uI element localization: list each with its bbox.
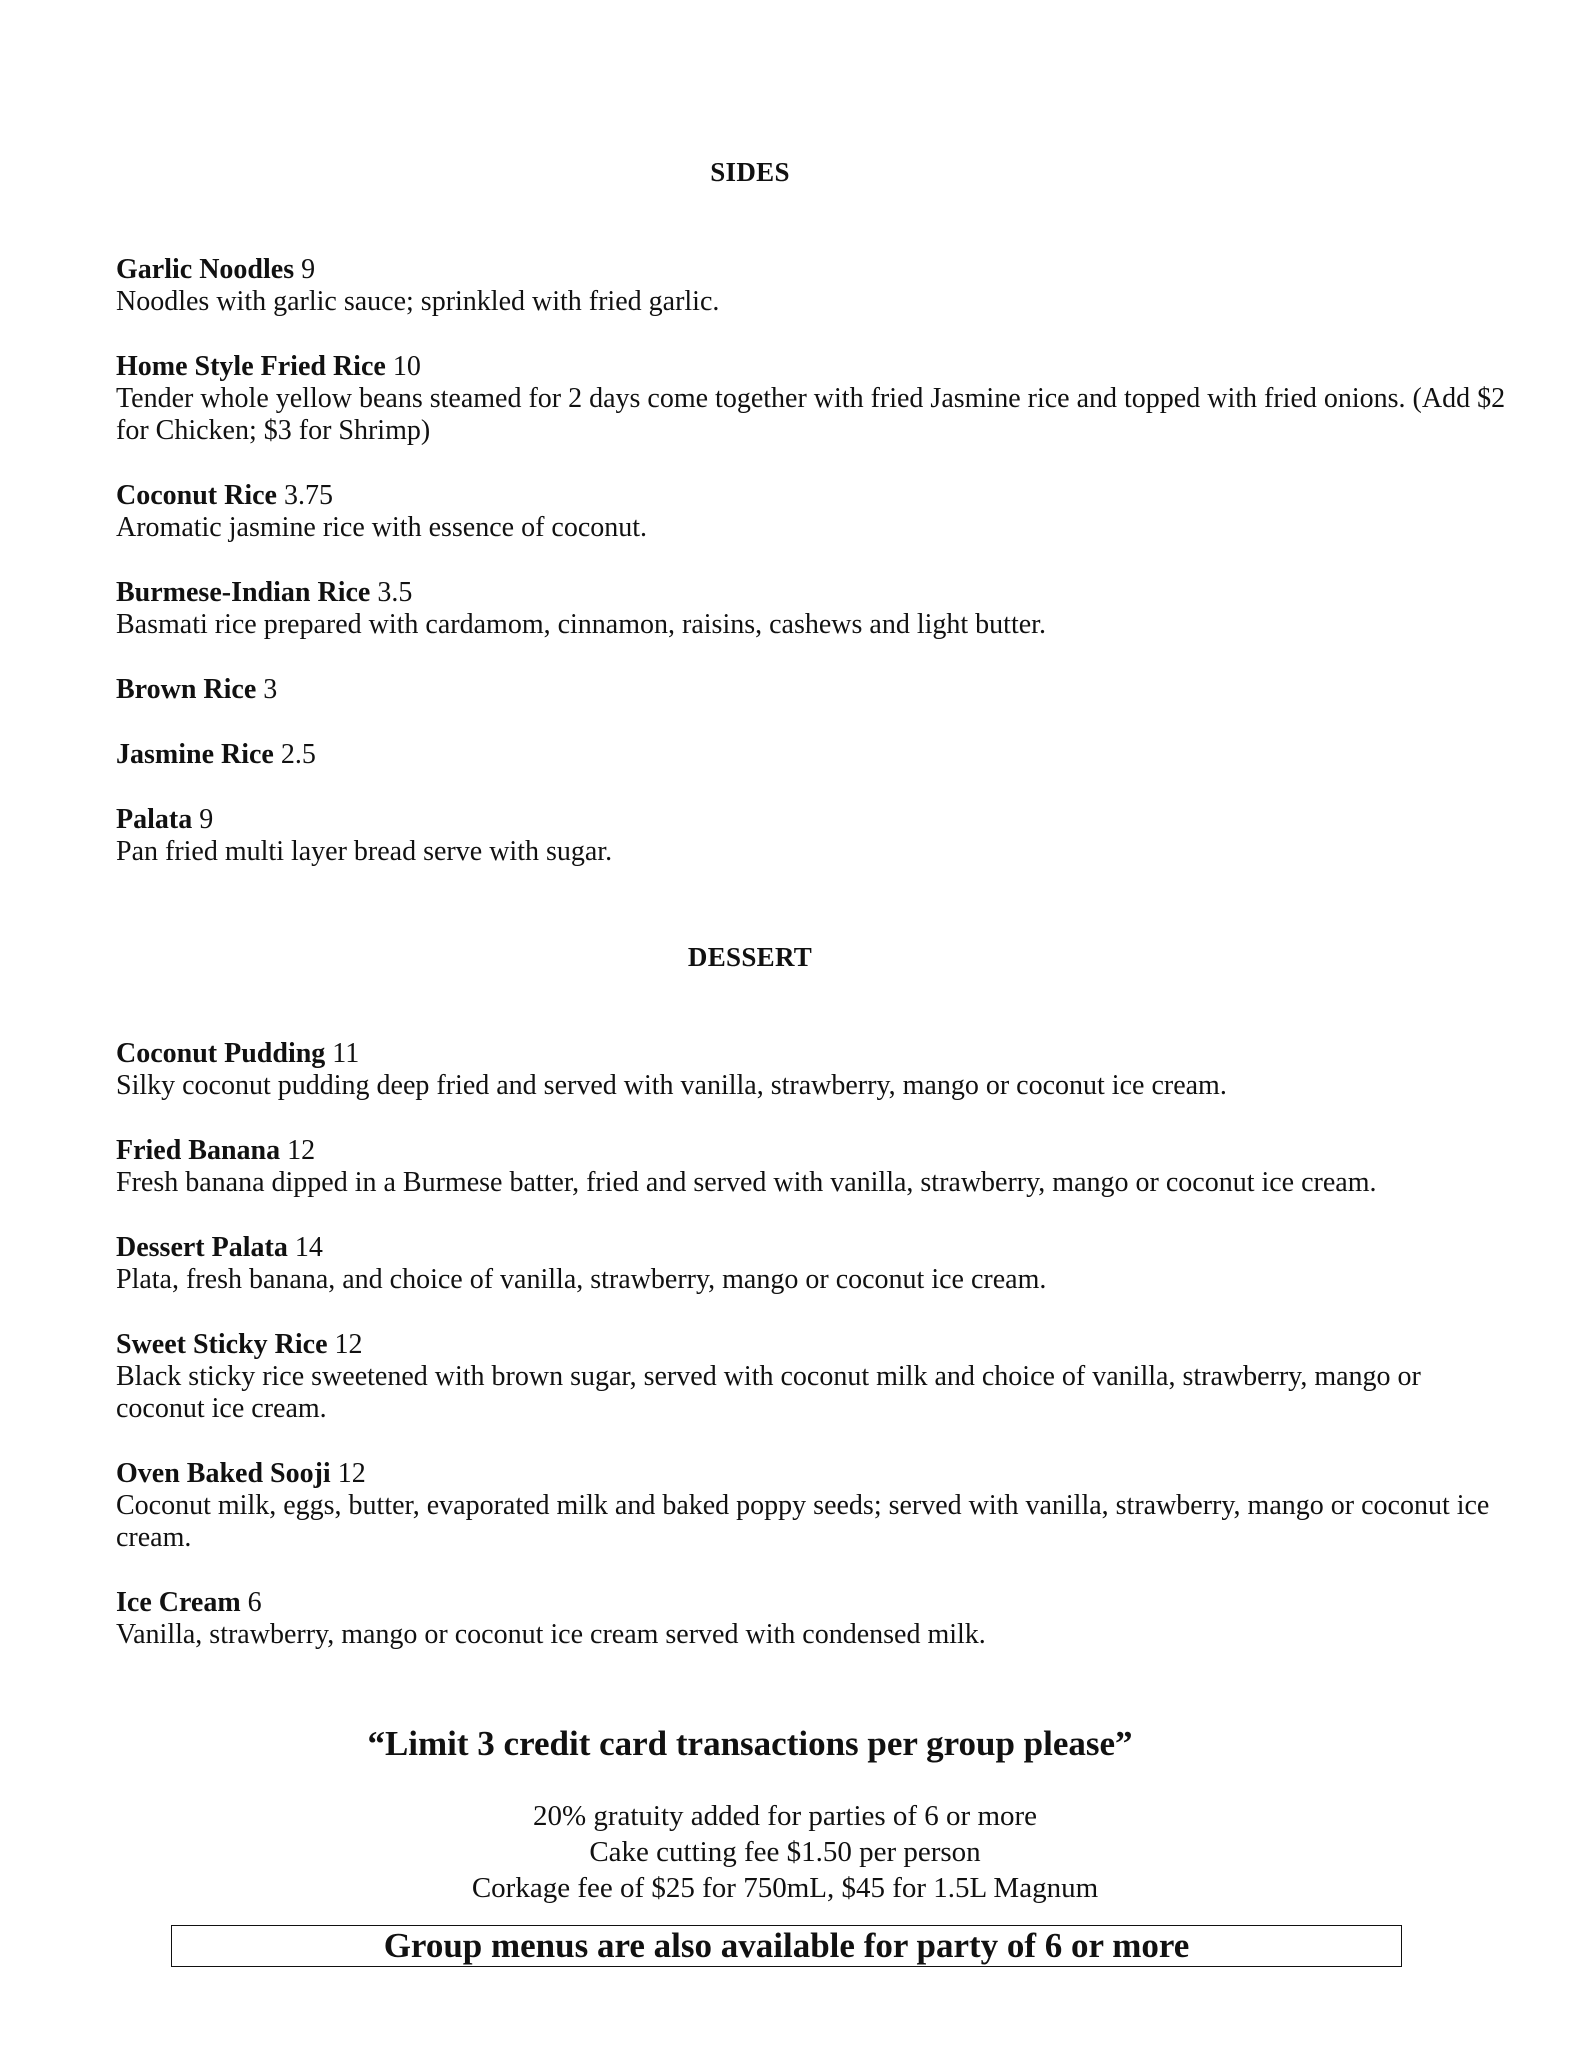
item-name: Sweet Sticky Rice [116,1329,328,1360]
item-description: Coconut milk, eggs, butter, evaporated milk and baked poppy seeds; served with vanilla, strawberry, mango or coconut ice cream. [116,1490,1490,1553]
menu-item [116,739,1516,771]
item-price: 9 [199,804,214,835]
menu-item [116,1038,1516,1102]
policies [0,1798,1570,1906]
dessert-heading: DESSERT [687,942,813,972]
menu-item [116,254,1516,318]
item-price: 12 [287,1135,316,1166]
menu-item [116,1135,1516,1199]
item-description: Plata, fresh banana, and choice of vanilla, strawberry, mango or coconut ice cream. [116,1264,1047,1295]
item-description: Pan fried multi layer bread serve with sugar. [116,836,613,867]
menu-item [116,577,1516,641]
item-description: Vanilla, strawberry, mango or coconut ice cream served with condensed milk. [116,1619,986,1650]
menu-item [116,1329,1516,1425]
menu-item [116,1458,1516,1554]
item-name: Jasmine Rice [116,739,274,770]
menu-item [116,674,1516,706]
menu-item [116,804,1516,868]
item-price: 3.75 [283,480,333,511]
item-name: Garlic Noodles [116,254,295,285]
item-price: 10 [392,351,421,382]
item-price: 14 [294,1232,323,1263]
sides-list [116,254,1516,901]
item-description: Basmati rice prepared with cardamom, cinnamon, raisins, cashews and light butter. [116,609,1046,640]
item-name: Oven Baked Sooji [116,1458,331,1489]
cake-cutting-policy: Cake cutting fee $1.50 per person [589,1836,981,1868]
item-price: 2.5 [280,739,316,770]
menu-item [116,351,1516,447]
item-price: 12 [334,1329,363,1360]
item-name: Dessert Palata [116,1232,288,1263]
item-name: Coconut Pudding [116,1038,326,1069]
item-name: Coconut Rice [116,480,277,511]
item-name: Fried Banana [116,1135,281,1166]
corkage-policy: Corkage fee of $25 for 750mL, $45 for 1.5L Magnum [471,1872,1099,1904]
menu-item [116,1232,1516,1296]
item-description: Black sticky rice sweetened with brown sugar, served with coconut milk and choice of vanilla, strawberry, mango or coconut ice cream. [116,1361,1421,1424]
dessert-list [116,1038,1516,1684]
menu-item [116,1587,1516,1651]
item-name: Brown Rice [116,674,257,705]
item-price: 6 [247,1587,262,1618]
item-price: 3 [263,674,278,705]
item-price: 12 [337,1458,366,1489]
item-description: Noodles with garlic sauce; sprinkled with fried garlic. [116,286,720,317]
item-name: Palata [116,804,193,835]
group-menu-banner: Group menus are also available for party of 6 or more [171,1925,1402,1967]
item-price: 11 [332,1038,360,1069]
item-description: Silky coconut pudding deep fried and served with vanilla, strawberry, mango or coconut ice cream. [116,1070,1227,1101]
sides-heading: SIDES [710,157,790,187]
gratuity-policy: 20% gratuity added for parties of 6 or more [532,1800,1038,1832]
credit-card-notice: “Limit 3 credit card transactions per group please” [367,1724,1133,1763]
item-price: 3.5 [377,577,413,608]
item-name: Ice Cream [116,1587,241,1618]
item-description: Aromatic jasmine rice with essence of coconut. [116,512,648,543]
item-description: Fresh banana dipped in a Burmese batter, fried and served with vanilla, strawberry, mango or coconut ice cream. [116,1167,1377,1198]
item-name: Burmese-Indian Rice [116,577,371,608]
menu-item [116,480,1516,544]
item-name: Home Style Fried Rice [116,351,386,382]
item-description: Tender whole yellow beans steamed for 2 days come together with fried Jasmine rice and topped with fried onions. (Add $2 for Chicken; $3 for Shrimp) [116,383,1506,446]
item-price: 9 [301,254,316,285]
